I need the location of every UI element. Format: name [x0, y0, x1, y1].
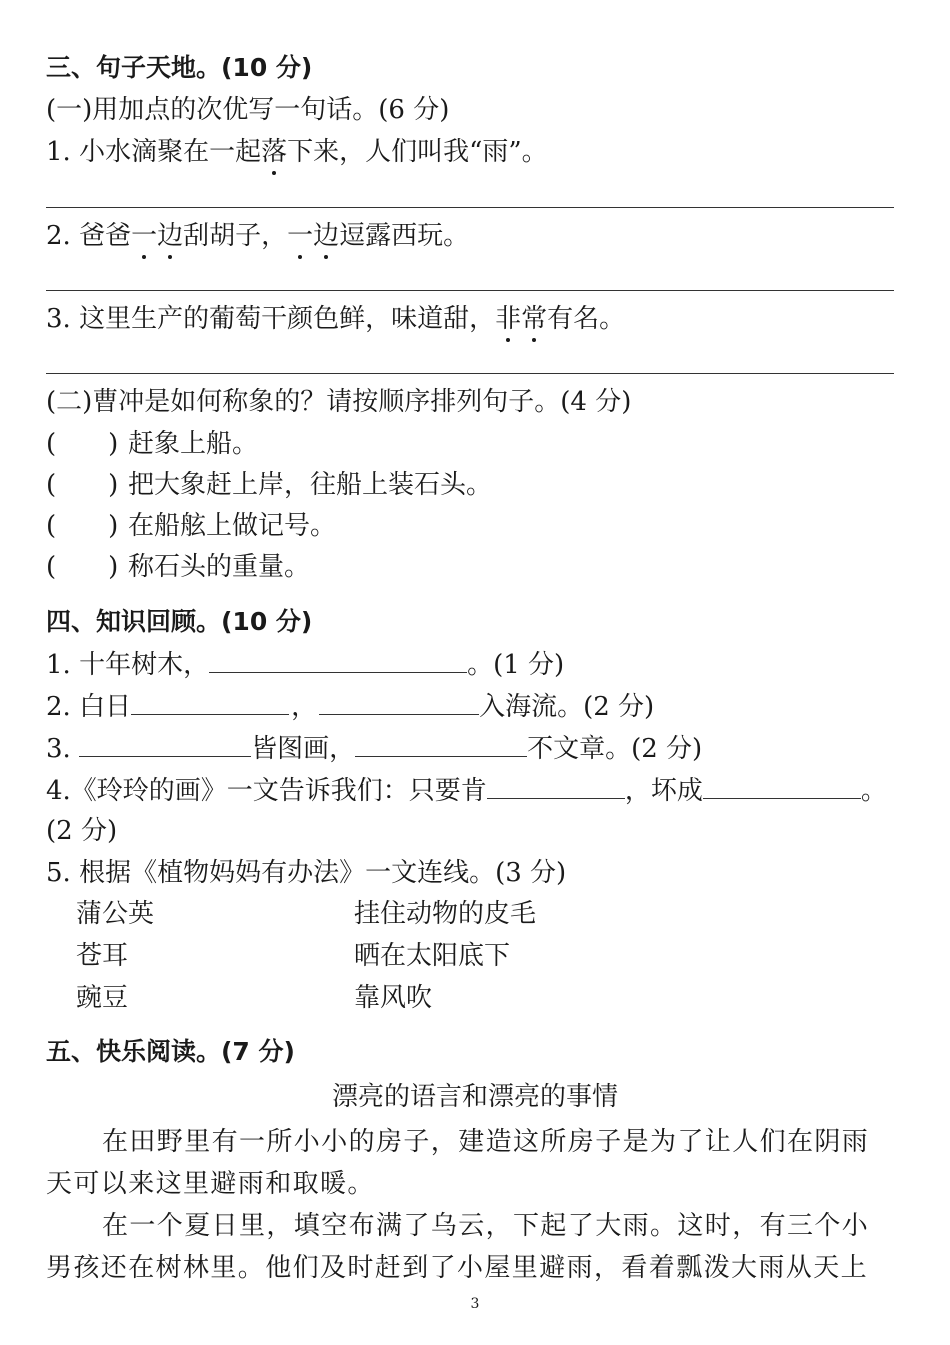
question-4-1 [46, 648, 564, 681]
question-3-2 [46, 220, 469, 252]
q-text: 不文章。(2 分) [527, 734, 703, 764]
q-text: 1. 小水滴聚在一起 [46, 137, 262, 167]
para-line: 男孩还在树林里。他们及时赶到了小屋里避雨，看着瓢泼大雨从天上 [46, 1253, 869, 1283]
dotted-char: 落 [261, 137, 288, 167]
order-text: 称石头的重量。 [128, 552, 311, 582]
section-3-heading: 三、句子天地。(10 分) [46, 53, 313, 82]
answer-line[interactable] [46, 373, 894, 374]
part-2-title: (二)曹冲是如何称象的？请按顺序排列句子。(4 分) [46, 387, 632, 417]
question-3-1 [46, 136, 548, 168]
question-4-4 [46, 774, 887, 807]
order-item[interactable] [46, 428, 258, 460]
q-text: ，坏成 [624, 776, 703, 806]
paren: ( [46, 470, 57, 500]
paren: ) [108, 470, 119, 500]
q-text: 有名。 [547, 304, 626, 334]
paren: ) [108, 511, 119, 541]
paren: ( [46, 429, 57, 459]
q-text: 逗露西玩。 [339, 221, 470, 251]
reading-paragraph-2 [46, 1205, 906, 1289]
fill-blank[interactable] [209, 648, 467, 673]
para-line: 在田野里有一所小小的房子，建造这所房子是为了让人们在阴雨 [102, 1127, 870, 1157]
order-text: 在船舷上做记号。 [128, 511, 337, 541]
q-text: 下来，人们叫我“雨”。 [287, 137, 548, 167]
q-text: 2. 白日 [46, 692, 132, 722]
dotted-char: 边 [157, 221, 184, 251]
paren: ( [46, 552, 57, 582]
order-blank[interactable] [46, 551, 128, 583]
question-4-2 [46, 690, 654, 723]
q-text: 刮胡子， [183, 221, 288, 251]
match-left-item[interactable]: 豌豆 [76, 983, 129, 1013]
q-text: 2. 爸爸 [46, 221, 132, 251]
question-4-4-score: (2 分) [46, 816, 118, 846]
q-text: ， [291, 692, 318, 722]
answer-line[interactable] [46, 290, 894, 291]
q-text: 3. [46, 734, 80, 764]
fill-blank[interactable] [487, 774, 625, 799]
fill-blank[interactable] [131, 690, 289, 715]
dotted-char: 一 [131, 221, 158, 251]
fill-blank[interactable] [703, 774, 861, 799]
dotted-char: 边 [313, 221, 340, 251]
q-text: 皆图画， [251, 734, 356, 764]
match-right-item[interactable]: 靠风吹 [354, 983, 433, 1013]
q-text: 。(1 分) [467, 650, 565, 680]
q-text: 入海流。(2 分) [479, 692, 655, 722]
para-line: 天可以来这里避雨和取暖。 [46, 1169, 375, 1199]
match-right-item[interactable]: 挂住动物的皮毛 [354, 899, 537, 929]
part-1-title: (一)用加点的次优写一句话。(6 分) [46, 95, 450, 125]
fill-blank[interactable] [319, 690, 479, 715]
order-text: 把大象赶上岸，往船上装石头。 [128, 470, 493, 500]
dotted-char: 一 [287, 221, 314, 251]
match-left-item[interactable]: 苍耳 [76, 941, 129, 971]
match-right-item[interactable]: 晒在太阳底下 [354, 941, 511, 971]
fill-blank[interactable] [355, 732, 527, 757]
reading-title: 漂亮的语言和漂亮的事情 [331, 1082, 618, 1112]
paren: ) [108, 429, 119, 459]
answer-line[interactable] [46, 207, 894, 208]
fill-blank[interactable] [79, 732, 251, 757]
order-item[interactable] [46, 510, 336, 542]
q-text: 。 [860, 776, 887, 806]
dotted-char: 非 [495, 304, 522, 334]
q-text: 4.《玲玲的画》一文告诉我们：只要肯 [46, 776, 487, 806]
order-blank[interactable] [46, 428, 128, 460]
order-blank[interactable] [46, 510, 128, 542]
paren: ( [46, 511, 57, 541]
order-text: 赶象上船。 [128, 429, 259, 459]
section-4-heading: 四、知识回顾。(10 分) [46, 607, 313, 636]
section-5-heading: 五、快乐阅读。(7 分) [46, 1037, 295, 1066]
q-text: 1. 十年树木， [46, 650, 210, 680]
question-4-5: 5. 根据《植物妈妈有办法》一文连线。(3 分) [46, 858, 567, 888]
dotted-char: 常 [521, 304, 548, 334]
page-number: 3 [470, 1296, 480, 1312]
order-item[interactable] [46, 469, 492, 501]
q-text: 3. 这里生产的葡萄干颜色鲜，味道甜， [46, 304, 496, 334]
para-line: 在一个夏日里，填空布满了乌云，下起了大雨。这时，有三个小 [102, 1211, 870, 1241]
order-blank[interactable] [46, 469, 128, 501]
question-3-3 [46, 303, 625, 335]
reading-paragraph-1 [46, 1121, 906, 1205]
order-item[interactable] [46, 551, 310, 583]
paren: ) [108, 552, 119, 582]
question-4-3 [46, 732, 702, 765]
match-left-item[interactable]: 蒲公英 [76, 899, 155, 929]
